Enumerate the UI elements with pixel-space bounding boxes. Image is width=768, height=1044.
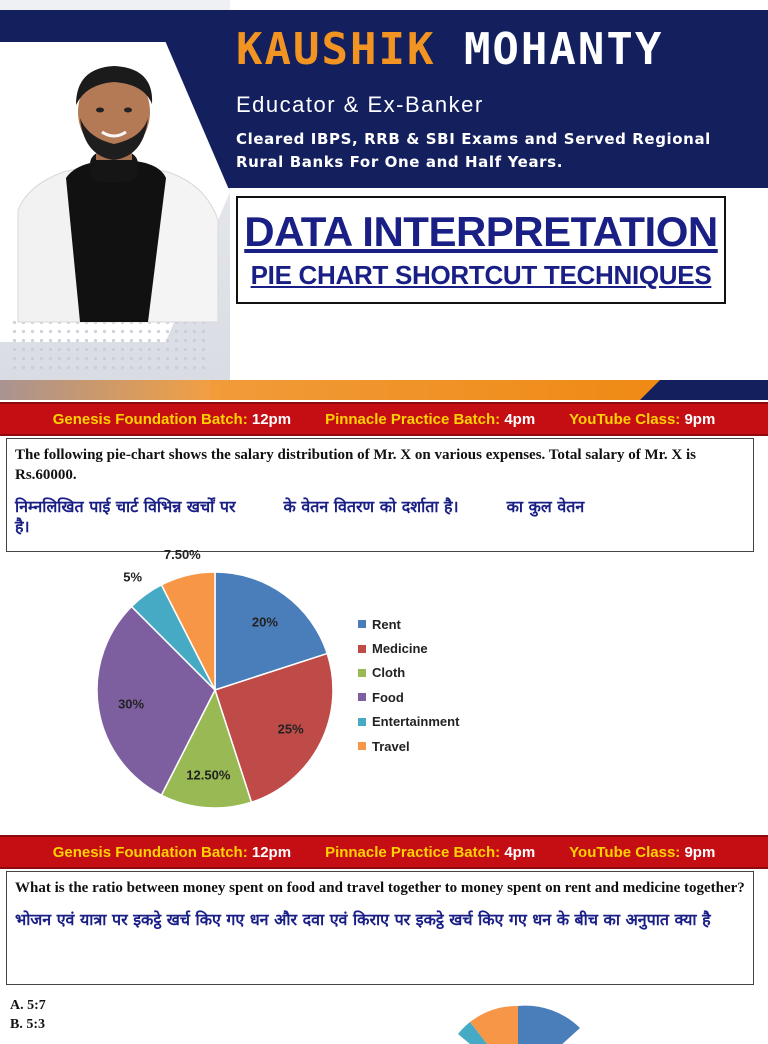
batch-label: YouTube Class: bbox=[569, 410, 681, 428]
header-banner bbox=[0, 0, 768, 400]
question-1-hindi-part-c: का कुल वेतन bbox=[506, 497, 585, 516]
pie-label-travel: 7.50% bbox=[163, 546, 201, 562]
question-1-hindi-part-d: है। bbox=[15, 517, 30, 536]
batch-label: Pinnacle Practice Batch: bbox=[325, 410, 501, 428]
pie-label-food: 30% bbox=[118, 696, 145, 712]
batch-time: 4pm bbox=[504, 410, 536, 428]
option-b[interactable]: B. 5:3 bbox=[10, 1017, 45, 1032]
question-1-hindi-part-a: निम्नलिखित पाई चार्ट विभिन्न खर्चों पर bbox=[15, 497, 236, 516]
question-1-hindi-part-b: के वेतन वितरण को दर्शाता है। bbox=[283, 497, 459, 516]
batch-label: Genesis Foundation Batch: bbox=[52, 843, 248, 861]
batch-youtube bbox=[569, 844, 715, 861]
banner-blue-fade bbox=[0, 380, 210, 400]
legend-item-entertainment bbox=[358, 710, 459, 734]
pie-legend bbox=[358, 612, 459, 758]
presenter-portrait bbox=[18, 60, 218, 322]
legend-label: Travel bbox=[372, 738, 410, 754]
question-1-hindi bbox=[15, 497, 745, 537]
question-1-english: The following pie-chart shows the salary distribution of Mr. X on various expenses. Total salary of Mr. X is Rs.60000. bbox=[15, 447, 697, 483]
legend-swatch bbox=[358, 693, 366, 701]
legend-swatch bbox=[358, 669, 366, 677]
batch-time: 4pm bbox=[504, 843, 536, 861]
legend-swatch bbox=[358, 645, 366, 653]
legend-swatch bbox=[358, 742, 366, 750]
batch-time: 9pm bbox=[684, 843, 716, 861]
dot-pattern bbox=[10, 318, 210, 374]
option-a[interactable]: A. 5:7 bbox=[10, 998, 46, 1013]
presenter-last-name: MOHANTY bbox=[463, 24, 664, 75]
answer-options bbox=[10, 996, 46, 1034]
legend-label: Cloth bbox=[372, 665, 406, 681]
banner-navy-stripe bbox=[640, 380, 768, 400]
batch-genesis bbox=[53, 844, 291, 861]
legend-label: Medicine bbox=[372, 641, 428, 657]
batch-schedule-bar bbox=[0, 402, 768, 436]
batch-pinnacle bbox=[325, 844, 535, 861]
preview-slice-rent bbox=[518, 1006, 580, 1044]
legend-label: Rent bbox=[372, 616, 401, 632]
legend-item-travel bbox=[358, 734, 459, 758]
legend-item-food bbox=[358, 685, 459, 709]
pie-label-cloth: 12.50% bbox=[186, 767, 231, 783]
batch-pinnacle bbox=[325, 411, 535, 428]
legend-label: Entertainment bbox=[372, 714, 460, 730]
legend-item-cloth bbox=[358, 661, 459, 685]
batch-schedule-bar-2 bbox=[0, 835, 768, 869]
batch-time: 12pm bbox=[251, 843, 292, 861]
pie-chart-preview bbox=[440, 1004, 590, 1044]
presenter-tagline: Educator & Ex-Banker bbox=[236, 92, 484, 117]
pie-label-medicine: 25% bbox=[277, 721, 304, 737]
presenter-credentials bbox=[236, 128, 766, 174]
legend-item-rent bbox=[358, 612, 459, 636]
legend-label: Food bbox=[372, 689, 404, 705]
batch-youtube bbox=[569, 411, 715, 428]
batch-label: Pinnacle Practice Batch: bbox=[325, 843, 501, 861]
legend-swatch bbox=[358, 620, 366, 628]
batch-genesis bbox=[53, 411, 291, 428]
question-2-english: What is the ratio between money spent on food and travel together to money spent on rent and medicine together? bbox=[15, 880, 745, 896]
question-2-hindi: भोजन एवं यात्रा पर इकट्ठे खर्च किए गए धन और दवा एवं किराए पर इकट्ठे खर्च किए गए धन के बीच का अनुपात क्या है bbox=[15, 910, 711, 929]
presenter-name bbox=[236, 24, 663, 75]
legend-item-medicine bbox=[358, 636, 459, 660]
pie-label-rent: 20% bbox=[251, 614, 278, 630]
topic-subtitle: PIE CHART SHORTCUT TECHNIQUES bbox=[250, 260, 712, 290]
legend-swatch bbox=[358, 718, 366, 726]
topic-title-box bbox=[236, 196, 726, 304]
pie-label-entertainment: 5% bbox=[123, 569, 143, 585]
topic-title: DATA INTERPRETATION bbox=[244, 208, 718, 255]
question-box-2 bbox=[6, 871, 754, 985]
batch-time: 12pm bbox=[251, 410, 292, 428]
presenter-first-name: KAUSHIK bbox=[236, 24, 436, 75]
batch-label: Genesis Foundation Batch: bbox=[52, 410, 248, 428]
credentials-line-1: Cleared IBPS, RRB & SBI Exams and Served Regional bbox=[236, 130, 711, 148]
question-box-1 bbox=[6, 438, 754, 552]
credentials-line-2: Rural Banks For One and Half Years. bbox=[236, 153, 563, 171]
batch-time: 9pm bbox=[684, 410, 716, 428]
batch-label: YouTube Class: bbox=[569, 843, 681, 861]
